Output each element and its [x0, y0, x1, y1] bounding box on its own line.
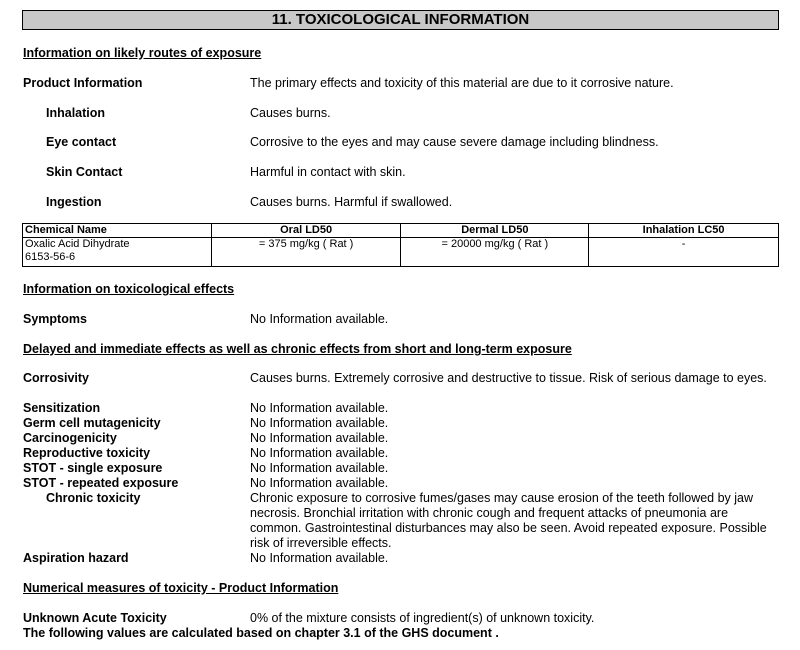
- skin-contact-label: Skin Contact: [46, 165, 123, 179]
- col-chemical-name: Chemical Name: [23, 224, 212, 238]
- unknown-acute-toxicity-value: 0% of the mixture consists of ingredient(s) of unknown toxicity.: [250, 611, 595, 625]
- eye-contact-label: Eye contact: [46, 135, 117, 149]
- numerical-heading: Numerical measures of toxicity - Product Information: [23, 581, 339, 595]
- symptoms-label: Symptoms: [23, 312, 87, 326]
- reproductive-value: No Information available.: [250, 446, 389, 460]
- table-row: [23, 238, 779, 267]
- stot-single-label: STOT - single exposure: [23, 461, 163, 475]
- chemical-name: Oxalic Acid Dihydrate: [25, 238, 130, 250]
- eye-contact-value: Corrosive to the eyes and may cause severe damage including blindness.: [250, 135, 659, 149]
- inhalation-value: Causes burns.: [250, 106, 331, 120]
- product-information-value: The primary effects and toxicity of this material are due to it corrosive nature.: [250, 76, 674, 90]
- col-dermal-ld50: Dermal LD50: [401, 224, 589, 238]
- corrosivity-value: Causes burns. Extremely corrosive and destructive to tissue. Risk of serious damage to eyes.: [250, 371, 767, 385]
- col-inhalation-lc50: Inhalation LC50: [589, 224, 779, 238]
- product-information-label: Product Information: [23, 76, 143, 90]
- ingestion-value: Causes burns. Harmful if swallowed.: [250, 195, 453, 209]
- chronic-toxicity-label: Chronic toxicity: [46, 491, 141, 505]
- section-title: 11. TOXICOLOGICAL INFORMATION: [22, 10, 779, 30]
- stot-repeated-value: No Information available.: [250, 476, 389, 490]
- ghs-footer-note: The following values are calculated based on chapter 3.1 of the GHS document .: [23, 626, 499, 640]
- chronic-toxicity-value: Chronic exposure to corrosive fumes/gases may cause erosion of the teeth followed by jaw necrosis. Bronchial irritation with chronic cough and frequent attacks of pneumonia are common. Gastrointestinal disturbances may also be seen. Avoid repeated exposure. Possible risk of irreversible effects.: [250, 491, 767, 550]
- skin-contact-value: Harmful in contact with skin.: [250, 165, 406, 179]
- reproductive-label: Reproductive toxicity: [23, 446, 151, 460]
- inhalation-label: Inhalation: [46, 106, 106, 120]
- effects-heading: Information on toxicological effects: [23, 282, 235, 296]
- symptoms-value: No Information available.: [250, 312, 389, 326]
- dermal-ld50-value: = 20000 mg/kg ( Rat ): [401, 238, 589, 267]
- germ-cell-label: Germ cell mutagenicity: [23, 416, 161, 430]
- chemical-cell: [23, 238, 212, 267]
- oral-ld50-value: = 375 mg/kg ( Rat ): [211, 238, 401, 267]
- stot-repeated-label: STOT - repeated exposure: [23, 476, 179, 490]
- cas-number: 6153-56-6: [25, 251, 76, 263]
- table-header-row: [23, 224, 779, 238]
- delayed-effects-heading: Delayed and immediate effects as well as chronic effects from short and long-term exposure: [23, 342, 572, 356]
- routes-heading: Information on likely routes of exposure: [23, 46, 262, 60]
- toxicity-table: [22, 223, 779, 267]
- germ-cell-value: No Information available.: [250, 416, 389, 430]
- sensitization-value: No Information available.: [250, 401, 389, 415]
- aspiration-value: No Information available.: [250, 551, 389, 565]
- inhalation-lc50-value: -: [589, 238, 779, 267]
- sensitization-label: Sensitization: [23, 401, 101, 415]
- carcinogenicity-value: No Information available.: [250, 431, 389, 445]
- ingestion-label: Ingestion: [46, 195, 102, 209]
- corrosivity-label: Corrosivity: [23, 371, 89, 385]
- col-oral-ld50: Oral LD50: [211, 224, 401, 238]
- aspiration-label: Aspiration hazard: [23, 551, 129, 565]
- stot-single-value: No Information available.: [250, 461, 389, 475]
- unknown-acute-toxicity-label: Unknown Acute Toxicity: [23, 611, 167, 625]
- carcinogenicity-label: Carcinogenicity: [23, 431, 117, 445]
